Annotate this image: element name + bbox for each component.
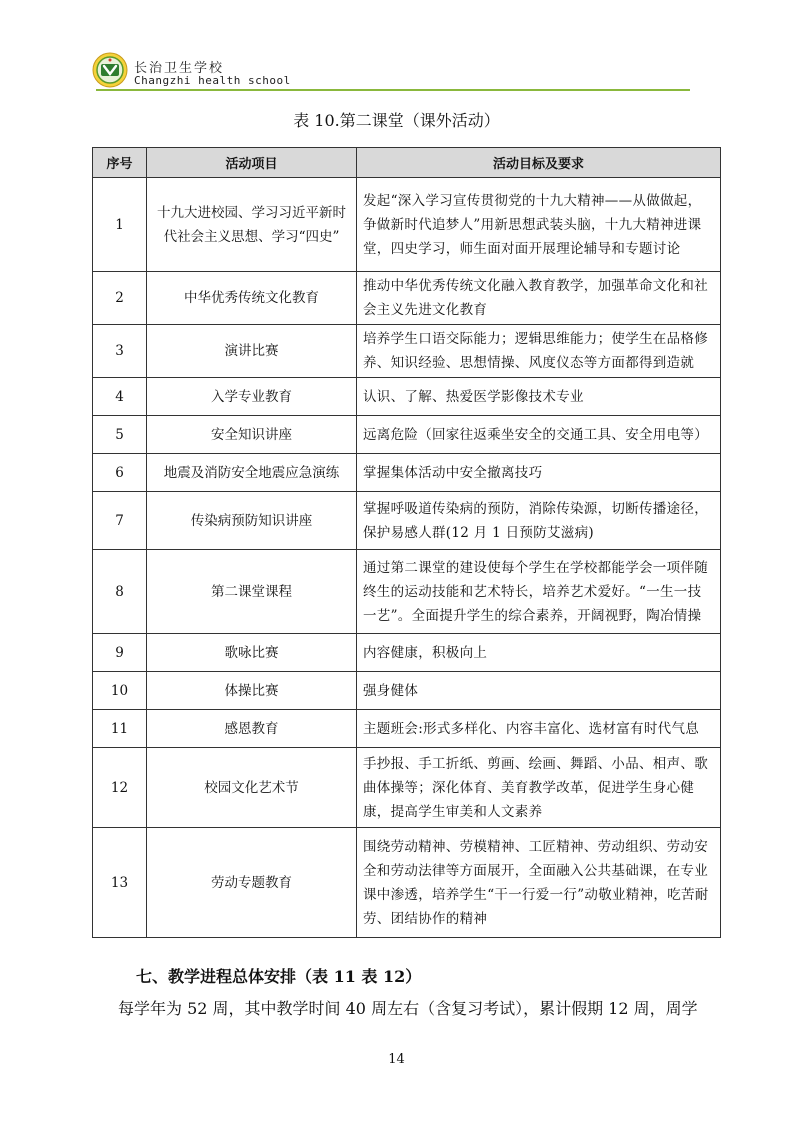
activity-requirements: 主题班会:形式多样化、内容丰富化、选材富有时代气息 <box>357 710 721 748</box>
page-number: 14 <box>388 1052 405 1067</box>
activity-name: 劳动专题教育 <box>147 828 357 938</box>
activity-name: 安全知识讲座 <box>147 416 357 454</box>
school-name-cn: 长治卫生学校 <box>134 61 225 76</box>
school-emblem-icon <box>92 52 128 88</box>
table-row <box>93 710 721 748</box>
activity-requirements: 远离危险（回家往返乘坐安全的交通工具、安全用电等） <box>357 416 721 454</box>
table-row <box>93 828 721 938</box>
table-row <box>93 325 721 378</box>
activity-name: 十九大进校园、学习习近平新时代社会主义思想、学习“四史” <box>147 178 357 272</box>
table-row <box>93 378 721 416</box>
table-row <box>93 272 721 325</box>
activity-requirements: 发起“深入学习宣传贯彻党的十九大精神——从做做起，争做新时代追梦人”用新思想武装头脑，十九大精神进课堂，四史学习，师生面对面开展理论辅导和专题讨论 <box>357 178 721 272</box>
activity-requirements: 认识、了解、热爱医学影像技术专业 <box>357 378 721 416</box>
row-number: 10 <box>93 672 147 710</box>
activity-requirements: 掌握集体活动中安全撤离技巧 <box>357 454 721 492</box>
activity-name: 校园文化艺术节 <box>147 748 357 828</box>
table-row <box>93 634 721 672</box>
activity-name: 地震及消防安全地震应急演练 <box>147 454 357 492</box>
table-row <box>93 748 721 828</box>
activity-requirements: 通过第二课堂的建设使每个学生在学校都能学会一项伴随终生的运动技能和艺术特长，培养艺术爱好。“一生一技一艺”。全面提升学生的综合素养，开阔视野，陶冶情操 <box>357 550 721 634</box>
row-number: 7 <box>93 492 147 550</box>
column-header-requirements: 活动目标及要求 <box>357 148 721 178</box>
row-number: 6 <box>93 454 147 492</box>
row-number: 11 <box>93 710 147 748</box>
activity-requirements: 手抄报、手工折纸、剪画、绘画、舞蹈、小品、相声、歌曲体操等；深化体育、美育教学改革，促进学生身心健康，提高学生审美和人文素养 <box>357 748 721 828</box>
table-row <box>93 454 721 492</box>
activity-requirements: 掌握呼吸道传染病的预防，消除传染源，切断传播途径，保护易感人群(12 月 1 日预防艾滋病) <box>357 492 721 550</box>
activity-name: 中华优秀传统文化教育 <box>147 272 357 325</box>
row-number: 12 <box>93 748 147 828</box>
activity-requirements: 内容健康，积极向上 <box>357 634 721 672</box>
activity-requirements: 推动中华优秀传统文化融入教育教学，加强革命文化和社会主义先进文化教育 <box>357 272 721 325</box>
school-name-en: Changzhi health school <box>134 74 291 87</box>
table-header-row <box>93 148 721 178</box>
table-row <box>93 416 721 454</box>
activities-table <box>92 147 721 938</box>
row-number: 8 <box>93 550 147 634</box>
activity-name: 第二课堂课程 <box>147 550 357 634</box>
activity-name: 演讲比赛 <box>147 325 357 378</box>
row-number: 13 <box>93 828 147 938</box>
activity-name: 体操比赛 <box>147 672 357 710</box>
column-header-activity: 活动项目 <box>147 148 357 178</box>
activity-requirements: 围绕劳动精神、劳模精神、工匠精神、劳动组织、劳动安全和劳动法律等方面展开，全面融入公共基础课，在专业课中渗透，培养学生“干一行爱一行”动敬业精神，吃苦耐劳、团结协作的精神 <box>357 828 721 938</box>
body-paragraph: 每学年为 52 周，其中教学时间 40 周左右（含复习考试），累计假期 12 周，周学 <box>118 999 698 1018</box>
activity-requirements: 培养学生口语交际能力；逻辑思维能力；使学生在品格修养、知识经验、思想情操、风度仪态等方面都得到造就 <box>357 325 721 378</box>
activity-name: 感恩教育 <box>147 710 357 748</box>
activity-name: 歌咏比赛 <box>147 634 357 672</box>
row-number: 2 <box>93 272 147 325</box>
table-row <box>93 492 721 550</box>
activity-name: 入学专业教育 <box>147 378 357 416</box>
header-divider <box>96 89 690 91</box>
activity-name: 传染病预防知识讲座 <box>147 492 357 550</box>
row-number: 9 <box>93 634 147 672</box>
row-number: 3 <box>93 325 147 378</box>
table-title: 表 10.第二课堂（课外活动） <box>293 111 500 130</box>
row-number: 4 <box>93 378 147 416</box>
row-number: 1 <box>93 178 147 272</box>
row-number: 5 <box>93 416 147 454</box>
section-heading: 七、教学进程总体安排（表 11 表 12） <box>136 967 422 986</box>
table-row <box>93 550 721 634</box>
column-header-number: 序号 <box>93 148 147 178</box>
table-row <box>93 178 721 272</box>
table-row <box>93 672 721 710</box>
activity-requirements: 强身健体 <box>357 672 721 710</box>
page-header <box>92 52 692 92</box>
